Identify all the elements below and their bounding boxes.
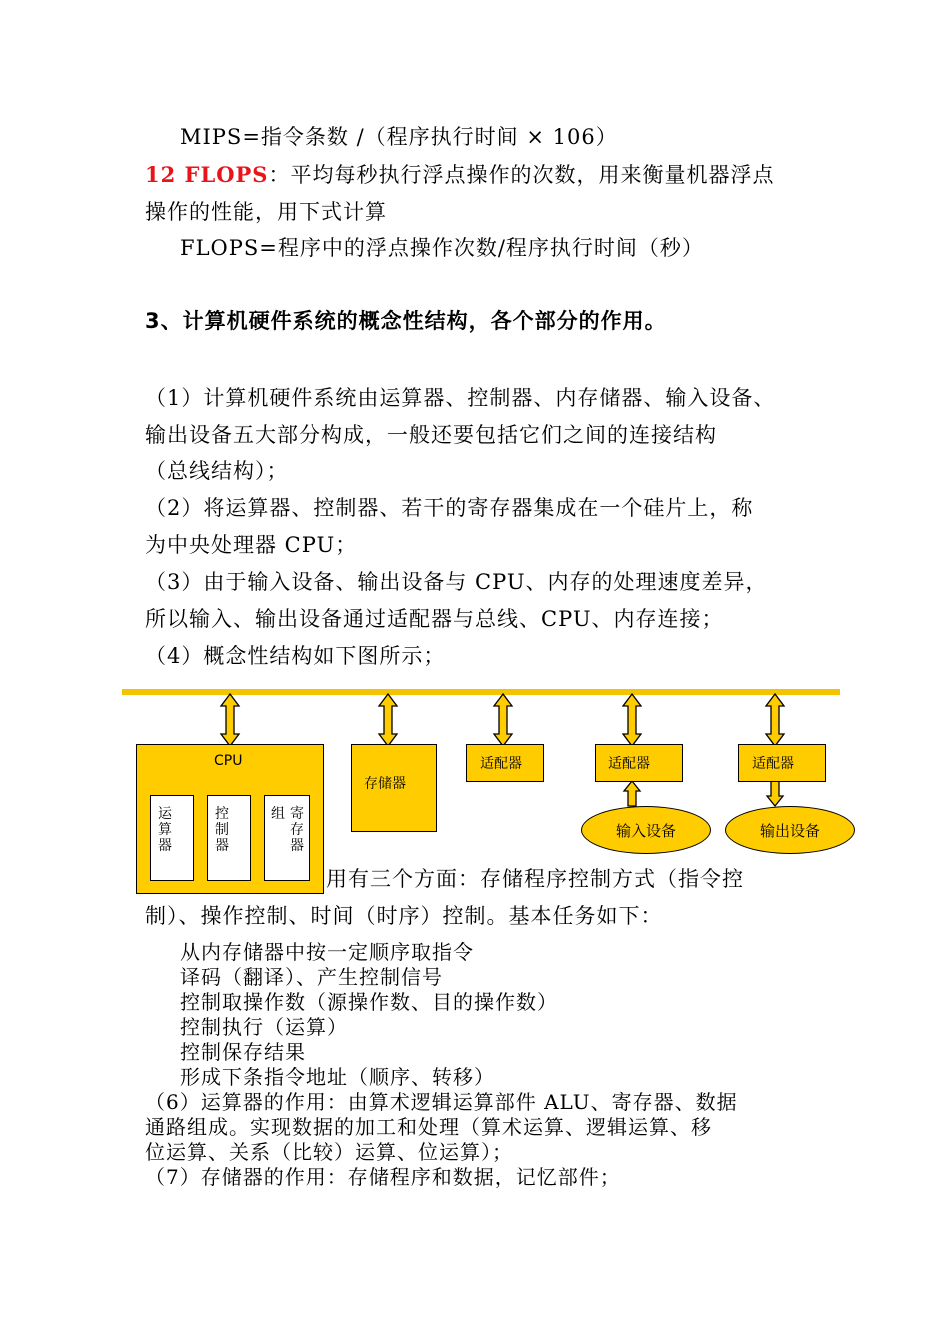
input-device-ellipse [581,806,711,854]
cpu-box [136,744,324,894]
paragraph-2a: （2）将运算器、控制器、若干的寄存器集成在一个硅片上，称 [145,496,754,520]
adapter1-bus-arrow [494,694,512,746]
task-item: 控制保存结果 [180,1040,306,1064]
output-arrow [767,781,783,806]
control-label: 控制器 [215,806,229,854]
paragraph-6c: 位运算、关系（比较）运算、位运算）； [145,1140,513,1164]
flops-label: 12 FLOPS [145,162,269,187]
adapter-box-1 [466,744,544,782]
register-label: 寄存器 [290,806,304,854]
alu-box [150,795,194,881]
paragraph-2b: 为中央处理器 CPU； [145,533,358,557]
paragraph-1c: （总线结构）； [145,459,289,483]
flops-description-2: 操作的性能，用下式计算 [145,200,387,224]
task-item: 控制取操作数（源操作数、目的操作数） [180,990,558,1014]
adapter-label-3: 适配器 [752,756,794,772]
task-item: 从内存储器中按一定顺序取指令 [180,940,474,964]
adapter3-bus-arrow [766,694,784,746]
alu-label: 运算器 [158,806,172,854]
paragraph-5b: 制）、操作控制、时间（时序）控制。基本任务如下： [145,904,663,928]
adapter-box-3 [738,744,826,782]
register-box [264,795,310,881]
cpu-bus-arrow [221,694,239,746]
flops-description: ：平均每秒执行浮点操作的次数，用来衡量机器浮点 [268,163,775,187]
input-arrow [624,781,640,806]
memory-box [351,744,437,832]
group-label: 组 [271,806,285,822]
paragraph-6b: 通路组成。实现数据的加工和处理（算术运算、逻辑运算、移 [145,1115,712,1139]
task-item: 控制执行（运算） [180,1015,348,1039]
adapter-box-2 [595,744,683,782]
paragraph-6a: （6）运算器的作用：由算术逻辑运算部件 ALU、寄存器、数据 [145,1090,738,1114]
paragraph-4: （4）概念性结构如下图所示； [145,644,446,668]
flops-formula: FLOPS=程序中的浮点操作次数/程序执行时间（秒） [180,236,704,260]
adapter-label-1: 适配器 [480,756,522,772]
mips-formula: MIPS=指令条数 /（程序执行时间 × 106） [180,125,618,149]
task-item: 译码（翻译）、产生控制信号 [180,965,443,989]
paragraph-5a: 用有三个方面：存储程序控制方式（指令控 [326,867,744,891]
section-heading: 3、计算机硬件系统的概念性结构，各个部分的作用。 [145,309,667,333]
input-device-label: 输入设备 [615,821,676,840]
paragraph-3b: 所以输入、输出设备通过适配器与总线、CPU、内存连接； [145,607,724,631]
paragraph-3a: （3）由于输入设备、输出设备与 CPU、内存的处理速度差异， [145,570,768,594]
cpu-label: CPU [214,753,243,769]
paragraph-7: （7）存储器的作用：存储程序和数据，记忆部件； [145,1165,621,1189]
control-box [207,795,251,881]
output-device-label: 输出设备 [759,821,820,840]
adapter-label-2: 适配器 [608,756,650,772]
adapter2-bus-arrow [623,694,641,746]
paragraph-1b: 输出设备五大部分构成，一般还要包括它们之间的连接结构 [145,423,717,447]
output-device-ellipse [725,806,855,854]
memory-label: 存储器 [364,776,406,792]
paragraph-1a: （1）计算机硬件系统由运算器、控制器、内存储器、输入设备、 [145,386,776,410]
memory-bus-arrow [379,694,397,746]
task-item: 形成下条指令地址（顺序、转移） [180,1065,495,1089]
